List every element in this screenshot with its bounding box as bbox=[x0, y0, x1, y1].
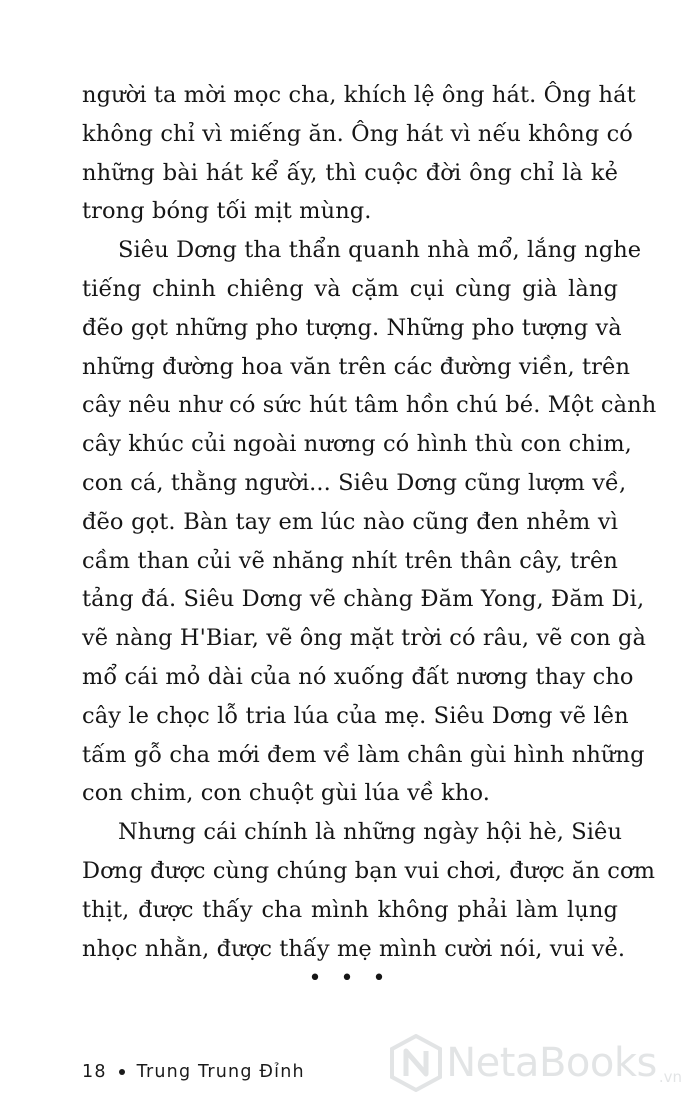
text-line: những bài hát kể ấy, thì cuộc đời ông chỉ là kẻ bbox=[82, 159, 618, 186]
text-line: không chỉ vì miếng ăn. Ông hát vì nếu không có bbox=[82, 120, 633, 147]
text-line: con cá, thằng người... Siêu Dơng cũng lượm về, bbox=[82, 469, 627, 496]
text-line: con chim, con chuột gùi lúa về kho. bbox=[82, 780, 490, 807]
text-line: cây khúc củi ngoài nương có hình thù con chim, bbox=[82, 431, 632, 458]
section-separator: • • • bbox=[308, 966, 392, 991]
netabooks-logo-icon bbox=[390, 1034, 442, 1092]
paragraph bbox=[82, 231, 657, 813]
paragraph bbox=[82, 813, 656, 968]
netabooks-watermark bbox=[390, 1034, 682, 1092]
text-line: cây le chọc lỗ tria lúa của mẹ. Siêu Dơng vẽ lên bbox=[82, 702, 629, 729]
text-line: người ta mời mọc cha, khích lệ ông hát. Ông hát bbox=[82, 82, 636, 108]
text-line: trong bóng tối mịt mùng. bbox=[82, 198, 372, 225]
text-line: Dơng được cùng chúng bạn vui chơi, được ăn cơm bbox=[82, 857, 656, 884]
footer-bullet-icon bbox=[119, 1069, 125, 1075]
text-line: cầm than củi vẽ nhăng nhít trên thân cây, trên bbox=[82, 547, 618, 574]
text-line: mổ cái mỏ dài của nó xuống đất nương thay cho bbox=[82, 663, 634, 690]
text-line: Siêu Dơng tha thẩn quanh nhà mổ, lắng nghe bbox=[118, 237, 642, 264]
text-line: tiếng chinh chiêng và cặm cụi cùng già làng bbox=[82, 275, 618, 302]
watermark-tld: .vn bbox=[658, 1068, 682, 1086]
text-line: những đường hoa văn trên các đường viền, trên bbox=[82, 353, 631, 380]
watermark-brand: NetaBooks bbox=[446, 1040, 657, 1086]
text-line: tảng đá. Siêu Dơng vẽ chàng Đăm Yong, Đăm Di, bbox=[82, 586, 645, 613]
author-name: Trung Trung Đỉnh bbox=[136, 1062, 305, 1082]
body-text bbox=[82, 76, 657, 968]
text-line: đẽo gọt những pho tượng. Những pho tượng và bbox=[82, 314, 622, 341]
paragraph bbox=[82, 76, 636, 231]
text-line: thịt, được thấy cha mình không phải làm lụng bbox=[82, 896, 618, 923]
text-line: nhọc nhằn, được thấy mẹ mình cười nói, vui vẻ. bbox=[82, 935, 626, 962]
text-line: cây nêu như có sức hút tâm hồn chú bé. Một cành bbox=[82, 392, 657, 419]
page-footer bbox=[82, 1062, 305, 1082]
page-number: 18 bbox=[82, 1062, 107, 1082]
text-line: tấm gỗ cha mới đem về làm chân gùi hình những bbox=[82, 741, 645, 768]
text-line: vẽ nàng H'Biar, vẽ ông mặt trời có râu, vẽ con gà bbox=[82, 625, 647, 652]
text-line: đẽo gọt. Bàn tay em lúc nào cũng đen nhẻm vì bbox=[82, 508, 618, 535]
text-line: Nhưng cái chính là những ngày hội hè, Siêu bbox=[118, 819, 623, 846]
